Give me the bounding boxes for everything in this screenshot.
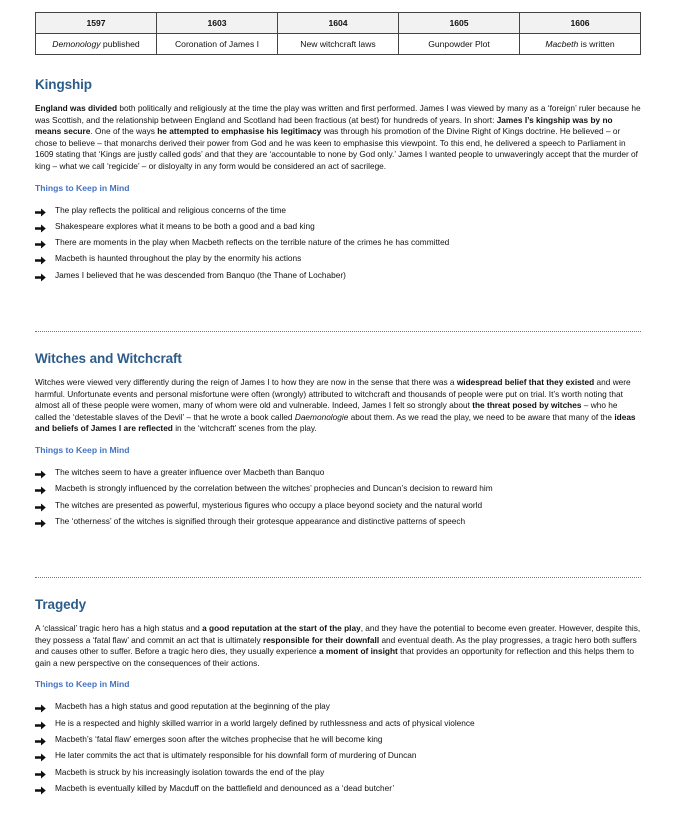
- section-divider: [35, 577, 641, 578]
- bullet-text: There are moments in the play when Macbeth reflects on the terrible nature of the crimes he has committed: [55, 237, 450, 248]
- bullet-text: He is a respected and highly skilled warrior in a world largely defined by ruthlessness and acts of physical violence: [55, 717, 475, 728]
- bullet-item: [35, 464, 641, 480]
- timeline-event: [278, 34, 399, 55]
- paragraph-text: and were harmful. Unfortunate events and personal misfortune were often (wrongly) attributed to witchcraft and thousands of people were put on trial. It’s worth noting that almost all of these people were women, many of whom were old and vulnerable. Indeed, James I felt so strongly about: [35, 377, 631, 411]
- event-text: Coronation of James I: [174, 39, 260, 49]
- emphasis-text: a good reputation at the start of the play: [202, 623, 361, 633]
- right-arrow-icon: [35, 271, 46, 280]
- bullet-item: [35, 480, 641, 496]
- paragraph-text: A ‘classical’ tragic hero has a high status and: [35, 623, 203, 633]
- timeline-event: [399, 34, 520, 55]
- event-text: is written: [578, 39, 615, 49]
- bullet-item: [35, 698, 641, 714]
- bullet-item: [35, 250, 641, 266]
- section-kingship: [35, 77, 641, 283]
- right-arrow-icon: [35, 735, 46, 744]
- timeline-year: 1597: [36, 13, 157, 34]
- emphasis-text: James I’s kingship was by no means secure: [35, 114, 613, 137]
- bullet-item: [35, 202, 641, 218]
- paragraph-text: . One of the ways: [90, 126, 158, 137]
- paragraph-text: both politically and religiously at the time the play was written and first performed. James I was viewed by many as a ‘foreign’ ruler because he was Scottish, and the relationship between England and Scotland had been fractious (at best) for hundreds of years. In short:: [35, 103, 641, 125]
- paragraph-text: , and they have the potential to become even greater. However, despite this, they possess a ‘fatal flaw’ and commit an act that is ultimately: [35, 623, 641, 645]
- bullet-list: [35, 202, 641, 283]
- bullet-item: [35, 497, 641, 513]
- bullet-item: [35, 218, 641, 234]
- emphasis-text: the threat posed by witches: [472, 400, 582, 411]
- section-subheading: Things to Keep in Mind: [35, 182, 130, 193]
- timeline-year: 1604: [278, 13, 399, 34]
- bullet-text: Macbeth is haunted throughout the play by the enormity his actions: [55, 253, 302, 264]
- event-text: published: [100, 39, 140, 49]
- event-italic: Macbeth: [545, 39, 579, 49]
- timeline-year: 1605: [399, 13, 520, 34]
- bullet-item: [35, 267, 641, 283]
- section-paragraph: [35, 623, 641, 669]
- section-subheading: Things to Keep in Mind: [35, 679, 130, 690]
- section-paragraph: [35, 377, 641, 435]
- bullet-text: Macbeth’s ‘fatal flaw’ emerges soon after the witches prophecise that he will become king: [55, 733, 383, 744]
- right-arrow-icon: [35, 501, 46, 510]
- timeline-event: [157, 34, 278, 55]
- bullet-item: [35, 747, 641, 763]
- emphasis-text: ideas and beliefs of James I are reflected: [35, 411, 636, 434]
- bullet-item: [35, 513, 641, 529]
- bullet-text: The witches are presented as powerful, mysterious figures who occupy a place beyond society and the natural world: [55, 499, 483, 510]
- italic-title: Daemonologie: [294, 411, 349, 422]
- paragraph-text: about them. As we read the play, we need to be aware that many of the: [348, 411, 615, 422]
- paragraph-text: – who he called the ‘detestable slaves of the Devil’ – that he wrote a book called: [35, 400, 618, 422]
- right-arrow-icon: [35, 238, 46, 247]
- paragraph-text: in the ‘witchcraft’ scenes from the play.: [172, 423, 317, 434]
- timeline-event: [520, 34, 641, 55]
- timeline-event: [36, 34, 157, 55]
- timeline-events-row: [36, 34, 641, 55]
- right-arrow-icon: [35, 222, 46, 231]
- timeline-years-row: [36, 13, 641, 34]
- right-arrow-icon: [35, 784, 46, 793]
- bullet-list: [35, 698, 641, 796]
- right-arrow-icon: [35, 517, 46, 526]
- right-arrow-icon: [35, 206, 46, 215]
- bullet-item: [35, 780, 641, 796]
- right-arrow-icon: [35, 768, 46, 777]
- bullet-text: The play reflects the political and religious concerns of the time: [55, 204, 287, 215]
- section-paragraph: [35, 103, 641, 173]
- section-subheading: Things to Keep in Mind: [35, 444, 130, 455]
- paragraph-text: was through his promotion of the Divine Right of Kings doctrine. He believed – or chose to believe – that monarchs derived their power from God and he was keen to emphasise this viewpoint. To this end, he delivered a speech to Parliament in 1609 stating that ‘Kings are justly called gods’ and that they are ‘accountable to none by God only.’ James I wanted people to unwaveringly accept that the murder of king – what we call ‘regicide’ – or disloyalty in any form would be considered an act of sacrilege.: [35, 126, 638, 171]
- bullet-text: Shakespeare explores what it means to be both a good and a bad king: [55, 220, 315, 231]
- right-arrow-icon: [35, 484, 46, 493]
- bullet-text: The witches seem to have a greater influence over Macbeth than Banquo: [55, 466, 325, 477]
- section-heading: Kingship: [35, 77, 92, 92]
- emphasis-text: widespread belief that they existed: [456, 377, 595, 387]
- bullet-text: He later commits the act that is ultimately responsible for his downfall form of murdering of Duncan: [55, 750, 417, 761]
- section-witches: [35, 351, 641, 529]
- emphasis-text: he attempted to emphasise his legitimacy: [157, 126, 322, 137]
- event-italic: Demonology: [52, 39, 101, 49]
- bullet-list: [35, 464, 641, 529]
- emphasis-text: responsible for their downfall: [262, 634, 380, 645]
- bullet-text: Macbeth is struck by his increasingly isolation towards the end of the play: [55, 766, 325, 777]
- bullet-item: [35, 731, 641, 747]
- paragraph-text: and eventual death. As the play progresses, a tragic hero both suffers and causes other to suffer. Before a tragic hero dies, they usually experience: [35, 634, 637, 657]
- right-arrow-icon: [35, 751, 46, 760]
- emphasis-text: England was divided: [35, 103, 118, 113]
- paragraph-text: that provides an opportunity for reflection and this helps them to gain a new perspective on the consequences of their actions.: [35, 646, 634, 668]
- emphasis-text: a moment of insight: [318, 646, 398, 657]
- bullet-item: [35, 715, 641, 731]
- bullet-text: Macbeth is strongly influenced by the correlation between the witches’ prophecies and Duncan’s decision to reward him: [55, 483, 493, 494]
- paragraph-text: Witches were viewed very differently during the reign of James I to how they are now in the sense that there was a: [35, 377, 457, 387]
- bullet-text: The ‘otherness’ of the witches is signified through their grotesque appearance and distinctive patterns of speech: [55, 515, 466, 526]
- section-tragedy: [35, 597, 641, 796]
- bullet-item: [35, 764, 641, 780]
- right-arrow-icon: [35, 719, 46, 728]
- bullet-text: James I believed that he was descended from Banquo (the Thane of Lochaber): [55, 269, 346, 280]
- timeline-year: 1603: [157, 13, 278, 34]
- bullet-text: Macbeth has a high status and good reputation at the beginning of the play: [55, 701, 330, 712]
- right-arrow-icon: [35, 254, 46, 263]
- bullet-text: Macbeth is eventually killed by Macduff on the battlefield and denounced as a ‘dead butcher’: [55, 782, 395, 793]
- timeline-table: [35, 12, 641, 55]
- timeline-year: 1606: [520, 13, 641, 34]
- section-heading: Tragedy: [35, 597, 87, 612]
- event-text: Gunpowder Plot: [428, 39, 490, 49]
- right-arrow-icon: [35, 702, 46, 711]
- section-heading: Witches and Witchcraft: [35, 351, 182, 366]
- bullet-item: [35, 234, 641, 250]
- section-divider: [35, 331, 641, 332]
- right-arrow-icon: [35, 468, 46, 477]
- event-text: New witchcraft laws: [300, 39, 376, 49]
